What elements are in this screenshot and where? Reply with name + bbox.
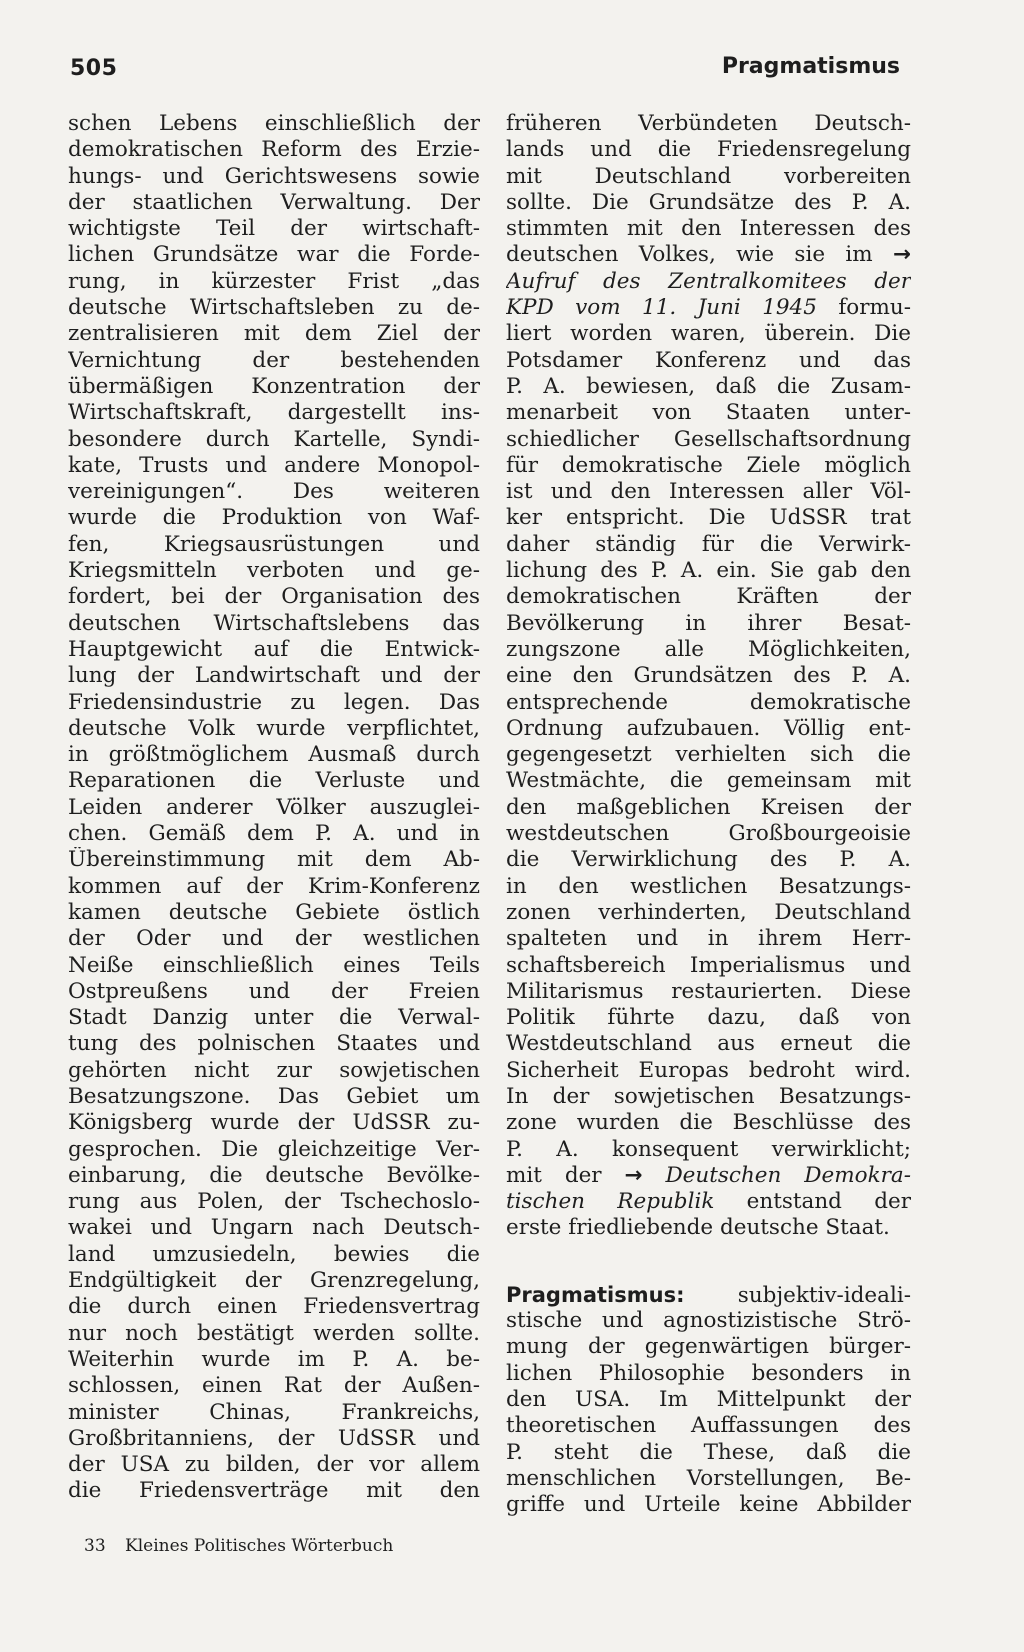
page-footer [84,1536,393,1556]
text-line: deutsche Volk wurde verpflichtet, [68,715,480,741]
text-line: Ostpreußens und der Freien [68,978,480,1004]
text-line: Reparationen die Verluste und [68,768,480,794]
entry-keyword: Pragmatismus: [506,1282,685,1307]
text-line: tung des polnischen Staates und [68,1031,480,1057]
printer-signature: 33 [84,1536,106,1556]
text-line: zentralisieren mit dem Ziel der [68,321,480,347]
text-line: mit Deutschland vorbereiten [506,163,911,189]
text-line: hungs- und Gerichtswesens sowie [68,163,480,189]
text-line: P. A. konsequent verwirklicht; [506,1136,911,1162]
text-line: die Friedensverträge mit den [68,1478,480,1504]
text-line: Kriegsmitteln verboten und ge- [68,558,480,584]
text-segment: subjektiv-ideali- [684,1282,911,1308]
text-line: P. steht die These, daß die [506,1439,911,1465]
cross-reference-arrow-icon: → [892,242,911,268]
text-line: Vernichtung der bestehenden [68,347,480,373]
text-line: sollte. Die Grundsätze des P. A. [506,189,911,215]
text-line: Friedensindustrie zu legen. Das [68,689,480,715]
text-line: demokratischen Reform des Erzie- [68,137,480,163]
text-line: gehörten nicht zur sowjetischen [68,1057,480,1083]
text-line: lung der Landwirtschaft und der [68,663,480,689]
text-line: rung aus Polen, der Tschechoslo- [68,1189,480,1215]
cross-reference-text[interactable]: tischen Republik [506,1189,715,1215]
text-line: entsprechende demokratische [506,689,911,715]
text-line: zone wurden die Beschlüsse des [506,1110,911,1136]
right-column [506,111,911,1518]
text-line: einbarung, die deutsche Bevölke- [68,1162,480,1188]
text-segment: entstand der [714,1189,911,1215]
text-line: theoretischen Auffassungen des [506,1413,911,1439]
text-line: fen, Kriegsausrüstungen und [68,531,480,557]
page-number: 505 [70,56,118,81]
book-title: Kleines Politisches Wörterbuch [125,1536,394,1556]
text-line: Endgültigkeit der Grenzregelung, [68,1268,480,1294]
text-line: für demokratische Ziele möglich [506,452,911,478]
text-line: In der sowjetischen Besatzungs- [506,1083,911,1109]
text-segment: formu- [816,295,911,321]
text-line: in den westlichen Besatzungs- [506,873,911,899]
text-line: lichen Philosophie besonders in [506,1360,911,1386]
text-line: die durch einen Friedensvertrag [68,1294,480,1320]
text-line: erste friedliebende deutsche Staat. [506,1215,890,1241]
text-line: Westdeutschland aus erneut die [506,1031,911,1057]
text-line: eine den Grundsätzen des P. A. [506,663,911,689]
text-line [506,1189,911,1215]
text-line: stimmten mit den Interessen des [506,216,911,242]
text-line: den maßgeblichen Kreisen der [506,794,911,820]
text-line: nur noch bestätigt werden sollte. [68,1320,480,1346]
text-line: Hauptgewicht auf die Entwick- [68,636,480,662]
text-line: deutschen Wirtschaftslebens das [68,610,480,636]
text-line: P. A. bewiesen, daß die Zusam- [506,373,911,399]
text-line: land umzusiedeln, bewies die [68,1241,480,1267]
text-line: früheren Verbündeten Deutsch- [506,111,911,136]
text-line: schen Lebens einschließlich der [68,111,480,136]
text-line: Ordnung aufzubauen. Völlig ent- [506,715,911,741]
text-line: Übereinstimmung mit dem Ab- [68,847,480,873]
text-line: Politik führte dazu, daß von [506,1005,911,1031]
text-line: schaftsbereich Imperialismus und [506,952,911,978]
text-line: Stadt Danzig unter die Verwal- [68,1005,480,1031]
text-line: menschlichen Vorstellungen, Be- [506,1465,911,1491]
cross-reference-text[interactable]: KPD vom 11. Juni 1945 [506,295,817,321]
text-line: wakei und Ungarn nach Deutsch- [68,1215,480,1241]
text-line: menarbeit von Staaten unter- [506,400,911,426]
running-head: Pragmatismus [721,54,900,79]
text-line: ist und den Interessen aller Völ- [506,479,911,505]
text-line [506,242,911,268]
text-line: Militarismus restaurierten. Diese [506,978,911,1004]
text-line: der Oder und der westlichen [68,926,480,952]
text-line: gesprochen. Die gleichzeitige Ver- [68,1136,480,1162]
text-line: zungszone alle Möglichkeiten, [506,636,911,662]
text-line: in größtmöglichem Ausmaß durch [68,742,480,768]
text-segment: deutschen Volkes, wie sie im [506,242,873,268]
text-line: der staatlichen Verwaltung. Der [68,189,480,215]
cross-reference-text[interactable]: Deutschen Demokra- [665,1162,911,1188]
text-line: rung, in kürzester Frist „das [68,268,480,294]
text-line [506,295,911,321]
text-line: Großbritanniens, der UdSSR und [68,1425,480,1451]
text-line: chen. Gemäß dem P. A. und in [68,821,480,847]
text-line: deutsche Wirtschaftsleben zu de- [68,295,480,321]
text-line: lichen Grundsätze war die Forde- [68,242,480,268]
text-line: besondere durch Kartelle, Syndi- [68,426,480,452]
text-line: Leiden anderer Völker auszuglei- [68,794,480,820]
text-line: übermäßigen Konzentration der [68,373,480,399]
text-line: Weiterhin wurde im P. A. be- [68,1346,480,1372]
text-line: der USA zu bilden, der vor allem [68,1452,480,1478]
text-line: Neiße einschließlich eines Teils [68,952,480,978]
cross-reference[interactable] [506,269,911,295]
text-line: kate, Trusts und andere Monopol- [68,452,480,478]
text-line: vereinigungen“. Des weiteren [68,479,480,505]
text-line: kamen deutsche Gebiete östlich [68,899,480,925]
text-line: Wirtschaftskraft, dargestellt ins- [68,400,480,426]
text-line: wichtigste Teil der wirtschaft- [68,216,480,242]
left-column [68,111,480,1505]
text-line: Potsdamer Konferenz und das [506,347,911,373]
text-line: westdeutschen Großbourgeoisie [506,821,911,847]
text-line: gegengesetzt verhielten sich die [506,742,911,768]
text-line: daher ständig für die Verwirk- [506,531,911,557]
text-line: kommen auf der Krim-Konferenz [68,873,480,899]
text-line: Sicherheit Europas bedroht wird. [506,1057,911,1083]
text-line [506,1163,911,1189]
text-line: liert worden waren, überein. Die [506,321,911,347]
text-line: schlossen, einen Rat der Außen- [68,1373,480,1399]
cross-reference-arrow-icon: → [624,1162,643,1188]
text-line: den USA. Im Mittelpunkt der [506,1386,911,1412]
text-line: lichung des P. A. ein. Sie gab den [506,558,911,584]
text-line: Besatzungszone. Das Gebiet um [68,1083,480,1109]
text-line: spalteten und in ihrem Herr- [506,926,911,952]
text-line: lands und die Friedensregelung [506,137,911,163]
cross-reference-text: Aufruf des Zentralkomitees der [506,268,911,294]
text-line: schiedlicher Gesellschaftsordnung [506,426,911,452]
text-line: griffe und Urteile keine Abbilder [506,1492,911,1518]
paragraph-gap [506,1242,911,1282]
text-segment: mit der [506,1162,625,1188]
text-line: die Verwirklichung des P. A. [506,847,911,873]
entry-first-line [506,1282,911,1308]
text-line: minister Chinas, Frankreichs, [68,1399,480,1425]
text-line: Königsberg wurde der UdSSR zu- [68,1110,480,1136]
text-line: wurde die Produktion von Waf- [68,505,480,531]
text-line: fordert, bei der Organisation des [68,584,480,610]
text-line: Bevölkerung in ihrer Besat- [506,610,911,636]
text-line: Westmächte, die gemeinsam mit [506,768,911,794]
text-line: demokratischen Kräften der [506,584,911,610]
text-line: mung der gegenwärtigen bürger- [506,1334,911,1360]
text-line: zonen verhinderten, Deutschland [506,899,911,925]
text-line: stische und agnostizistische Strö- [506,1308,911,1334]
text-line: ker entspricht. Die UdSSR trat [506,505,911,531]
